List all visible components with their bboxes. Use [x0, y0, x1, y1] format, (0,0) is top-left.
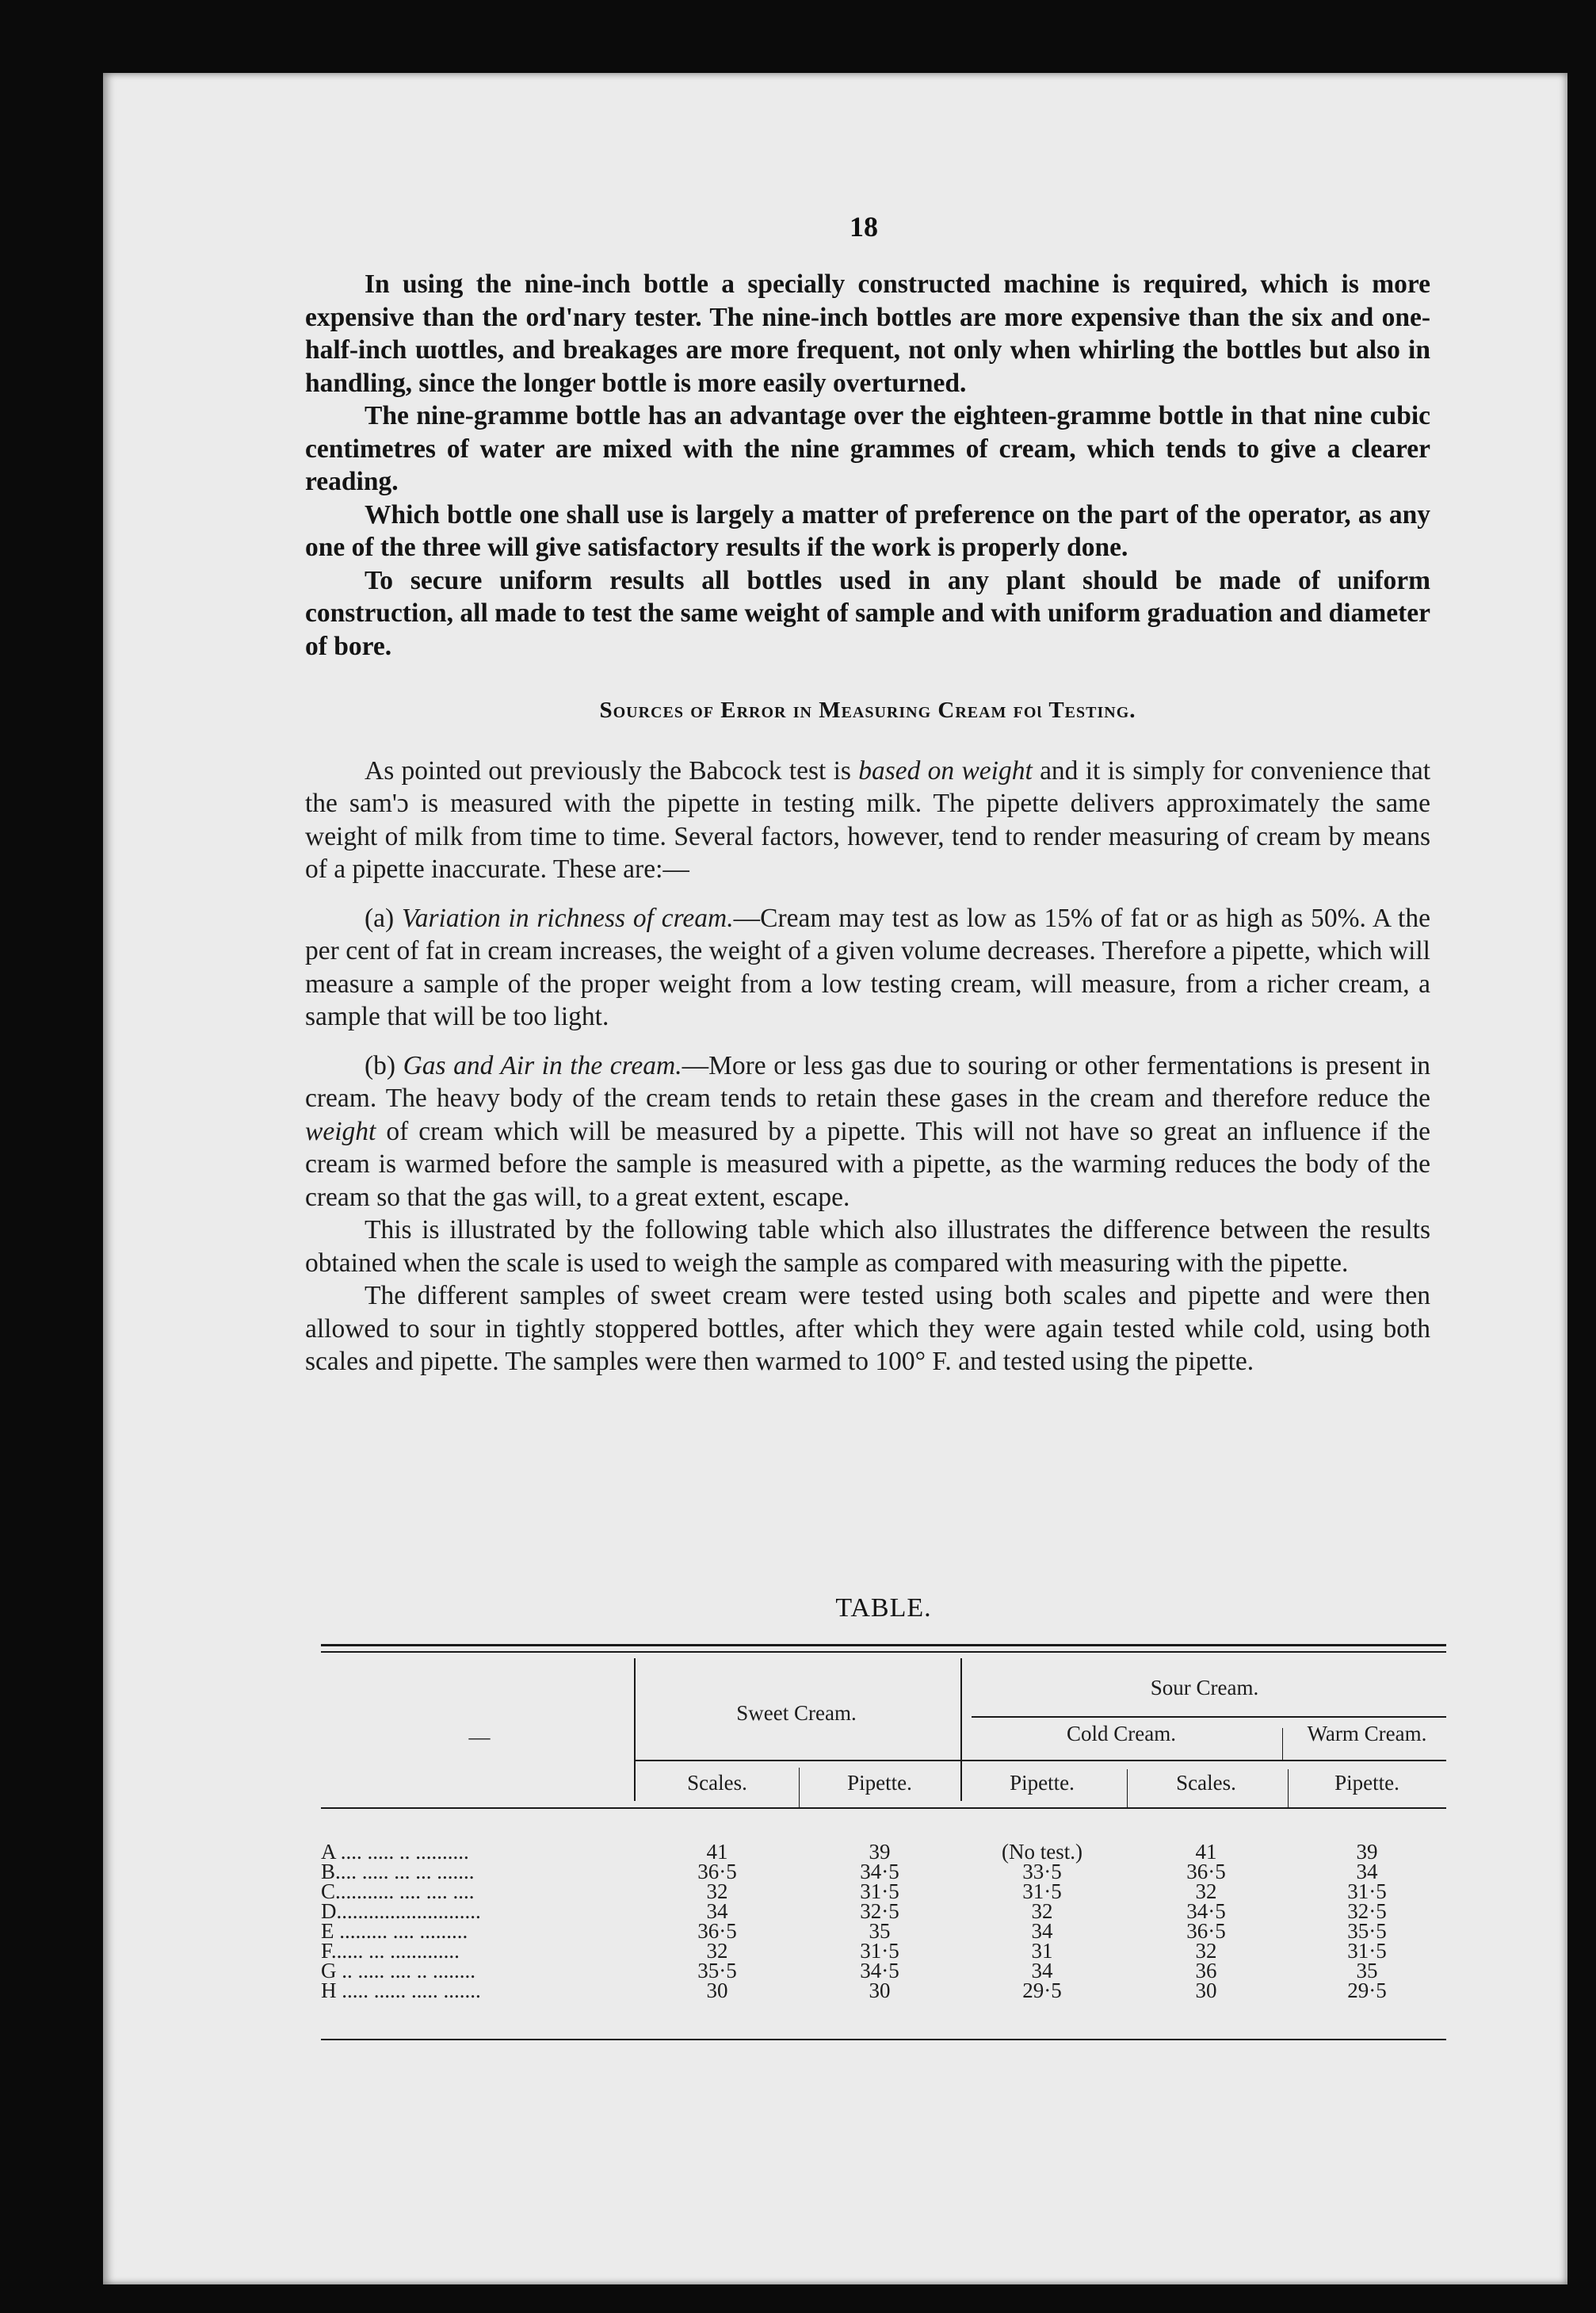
table-cell: 29·5: [1022, 1978, 1062, 2002]
paragraph-illustrated: This is illustrated by the following table which also illustrates the difference between the results obtained when the scale is used to weigh the sample as compared with measuring with the pipette.: [305, 1215, 1430, 1278]
table-cell: 32: [1195, 1879, 1217, 1903]
table-cold-warm-rule: [1282, 1728, 1283, 1761]
paragraph-uniform-results: To secure uniform results all bottles used in any plant should be made of uniform construction, all made to test the same weight of sample and with uniform graduation and diameter of bore.: [305, 565, 1430, 661]
header-cold-scales: Scales.: [1176, 1771, 1236, 1795]
table-cell: 30: [706, 1978, 728, 2002]
table-cell: 32: [706, 1879, 728, 1903]
table-cell: 32·5: [860, 1899, 899, 1923]
table-cell: 34·5: [860, 1860, 899, 1883]
table-cell: 35: [1356, 1959, 1378, 1982]
table-bottom-rule: [321, 2039, 1446, 2040]
table-row-label: D...........................: [321, 1899, 481, 1923]
item-b-emphasis: weight: [305, 1116, 376, 1146]
table-cell: 35·5: [697, 1959, 737, 1982]
item-b-text-2: of cream which will be measured by a pipette. This will not have so great an influence if the cream is warmed before the sample is measured with a pipette, as the warming reduces the body of the cream so that the gas will, to a great extent, escape.: [305, 1116, 1430, 1212]
paragraph-samples: The different samples of sweet cream were tested using both scales and pipette and were then allowed to sour in tightly stoppered bottles, after which they were again tested while cold, using both scales and pipette. The samples were then warmed to 100° F. and tested using the pipette.: [305, 1281, 1430, 1376]
table-cell: 34: [1031, 1919, 1053, 1943]
table-cell: 35·5: [1347, 1919, 1387, 1943]
table-subheader-underline: [636, 1760, 1446, 1761]
header-cold-cream: Cold Cream.: [1067, 1722, 1176, 1745]
table-cell: 36·5: [1186, 1860, 1226, 1883]
header-sweet-scales: Scales.: [687, 1771, 747, 1795]
table-top-rule-2: [321, 1651, 1446, 1653]
table-cell: 34: [706, 1899, 728, 1923]
table-cell: 41: [706, 1840, 728, 1864]
header-blank-dash: —: [468, 1725, 491, 1749]
regular-paragraphs: [305, 755, 1430, 1378]
table-row-label: G .. ..... .... .. ........: [321, 1959, 475, 1982]
table-cell: 36: [1195, 1959, 1217, 1982]
table-header-bottom-rule: [321, 1807, 1446, 1809]
table-cell: 36·5: [697, 1919, 737, 1943]
header-sweet-cream: Sweet Cream.: [736, 1701, 857, 1725]
table-cell: 31·5: [1022, 1879, 1062, 1903]
item-a-lead: Variation in richness of cream.: [402, 903, 734, 933]
table-cell: 33·5: [1022, 1860, 1062, 1883]
table-row-label: B.... ..... ... ... .......: [321, 1860, 475, 1883]
item-b-text-1: —More or less gas due to souring or other fermentations is present in cream. The heavy body of the cream tends to retain these gases in the cream and therefore reduce the: [305, 1050, 1431, 1113]
page-number: 18: [850, 211, 878, 243]
table-cell: 30: [1195, 1978, 1217, 2002]
table-cell: 32: [1031, 1899, 1053, 1923]
table-sour-underline: [972, 1716, 1446, 1718]
table-cell: 41: [1195, 1840, 1217, 1864]
table-cell: 34·5: [1186, 1899, 1226, 1923]
table-cell: 35: [869, 1919, 891, 1943]
table-row-label: F...... ... .............: [321, 1939, 460, 1963]
item-b-paragraph: [305, 1049, 1430, 1214]
table-cell: 36·5: [1186, 1919, 1226, 1943]
table-cell: 30: [869, 1978, 891, 2002]
header-sour-cream: Sour Cream.: [1150, 1676, 1259, 1699]
table-cell: 29·5: [1347, 1978, 1387, 2002]
table-cell: 39: [869, 1840, 891, 1864]
table-cell: 34·5: [860, 1959, 899, 1982]
section-heading: Sources of Error in Measuring Cream foɩ Testing.: [599, 698, 1136, 723]
table-left-column-rule: [634, 1658, 636, 1801]
paragraph-nine-inch: In using the nine-inch bottle a specially constructed machine is required, which is more expensive than the ord'nary tester. The nine-inch bottles are more expensive than the six and one-half-inch ɯottles, and breakages are more frequent, not only when whirling the bottles but also in handling, since the longer bottle is more easily overturned.: [305, 270, 1430, 398]
paragraph-which-bottle: Which bottle one shall use is largely a matter of preference on the part of the operator, as any one of the three will give satisfactory results if the work is properly done.: [305, 499, 1430, 562]
item-a-paragraph: [305, 902, 1430, 1034]
table-row-label: A .... ..... .. ..........: [321, 1840, 469, 1864]
item-a-marker: (a): [365, 903, 402, 933]
table-cell: 34: [1031, 1959, 1053, 1982]
table-row-label: E ......... .... .........: [321, 1919, 468, 1943]
table-row-label: H ..... ...... ..... .......: [321, 1978, 481, 2002]
table-cell: 31·5: [1347, 1939, 1387, 1963]
paragraph-nine-gramme: The nine-gramme bottle has an advantage over the eighteen-gramme bottle in that nine cubic centimetres of water are mixed with the nine grammes of cream, which tends to give a clearer reading.: [305, 401, 1430, 496]
header-cold-pipette: Pipette.: [1010, 1771, 1075, 1795]
table-cell: 32: [1195, 1939, 1217, 1963]
table-cell: 31·5: [860, 1879, 899, 1903]
table-cell: 39: [1356, 1840, 1378, 1864]
table-title: TABLE.: [835, 1593, 932, 1623]
bold-paragraphs: [305, 268, 1430, 663]
header-warm-pipette: Pipette.: [1334, 1771, 1399, 1795]
table-row-label: C........... .... .... ....: [321, 1879, 475, 1903]
header-sweet-pipette: Pipette.: [847, 1771, 912, 1795]
table-cell: 32·5: [1347, 1899, 1387, 1923]
header-warm-cream: Warm Cream.: [1307, 1722, 1427, 1745]
table-cell: 32: [706, 1939, 728, 1963]
table-cell: 31: [1031, 1939, 1053, 1963]
intro-text-before: As pointed out previously the Babcock test is: [365, 755, 859, 786]
intro-text-after: and it is simply for convenience that the sam'ɔ is measured with the pipette in testing milk. The pipette delivers approximately the same weight of milk from time to time. Several factors, however, tend to render measuring of cream by means of a pipette inaccurate. These are:—: [305, 755, 1431, 884]
item-b-lead: Gas and Air in the cream.: [403, 1050, 682, 1080]
item-b-marker: (b): [365, 1050, 403, 1080]
paragraph-intro: [305, 755, 1430, 886]
table-cell: 31·5: [860, 1939, 899, 1963]
intro-emphasis: based on weight: [858, 755, 1033, 786]
body-text: [305, 268, 1430, 1378]
table-cell: 31·5: [1347, 1879, 1387, 1903]
table-cell: 34: [1356, 1860, 1378, 1883]
table-sweet-sour-rule: [960, 1658, 962, 1801]
table-top-rule: [321, 1644, 1446, 1646]
table-cell: (No test.): [1002, 1840, 1082, 1864]
table-cell: 36·5: [697, 1860, 737, 1883]
table-sweet-scales-rule: [799, 1768, 800, 1807]
item-a-text: —Cream may test as low as 15% of fat or as high as 50%. A the per cent of fat in cream increases, the weight of a given volume decreases. Therefore a pipette, which will measure a sample of the proper weight from a low testing cream, will measure, from a richer cream, a sample that will be too light.: [305, 903, 1430, 1031]
